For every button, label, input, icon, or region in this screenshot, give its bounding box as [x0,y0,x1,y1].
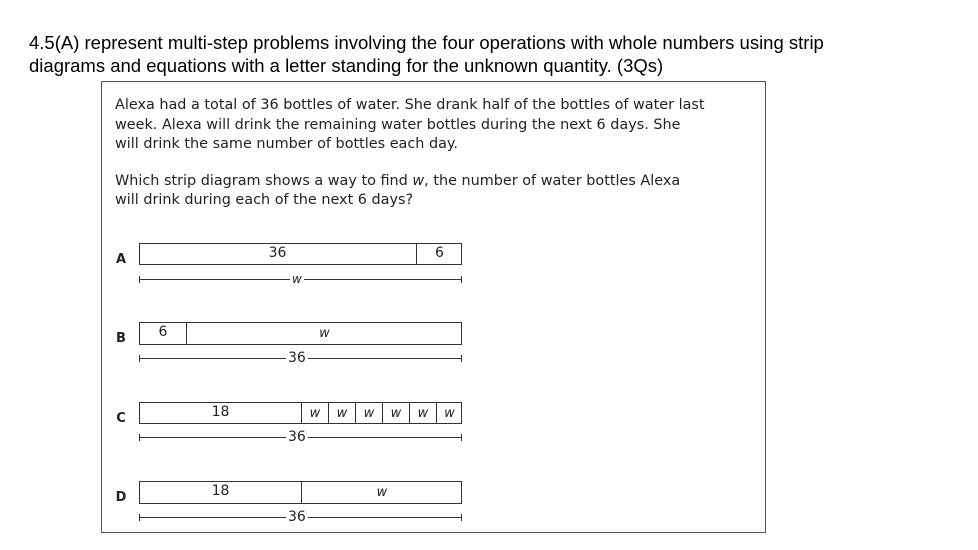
option-d-right-cell: w [301,482,462,503]
option-a-tick-left [139,276,140,283]
prompt-line-1: Alexa had a total of 36 bottles of water. She drank half of the bottles of water last [115,97,705,113]
option-c-w-cell: w [382,403,409,423]
option-c-w-cell: w [301,403,328,423]
option-c-tick-right [461,434,462,441]
option-a-letter[interactable]: A [115,252,127,267]
option-b-big-cell: w [186,323,462,344]
option-c-w-cell: w [409,403,436,423]
option-d-left-cell: 18 [211,483,230,499]
option-b-bracket-label: 36 [288,350,306,366]
option-b-strip[interactable] [139,322,462,345]
option-d-tick-left [139,514,140,521]
prompt-q-post: , the number of water bottles Alexa [424,172,681,189]
option-b-small-cell: 6 [158,324,168,340]
prompt-q-variable: w [412,172,425,189]
option-c-w-cell: w [328,403,355,423]
option-d-strip[interactable] [139,481,462,504]
option-c-w-cell: w [436,403,462,423]
option-a-strip[interactable] [139,243,462,265]
question-prompt [115,96,765,211]
option-c-strip[interactable] [139,402,462,424]
prompt-line-3: will drink the same number of bottles each day. [115,136,458,152]
standard-line-1: 4.5(A) represent multi-step problems involving the four operations with whole numbers using strip [29,32,824,53]
option-b-tick-left [139,355,140,362]
standard-text [29,31,949,77]
option-a-small-cell: 6 [416,244,462,264]
option-c-bracket-label: 36 [288,429,306,445]
prompt-q-pre: Which strip diagram shows a way to find [115,172,413,189]
option-c-left-cell: 18 [211,404,230,420]
prompt-question-line-2: will drink during each of the next 6 days? [115,192,414,208]
option-c-tick-left [139,434,140,441]
option-c-w-cell: w [355,403,382,423]
option-a-big-cell: 36 [268,245,287,261]
option-c-letter[interactable]: C [116,411,126,426]
option-a-tick-right [461,276,462,283]
option-d-letter[interactable]: D [115,490,127,505]
option-d-tick-right [461,514,462,521]
option-a-bracket-label: w [292,272,302,286]
standard-line-2: diagrams and equations with a letter standing for the unknown quantity. (3Qs) [29,55,664,76]
option-b-letter[interactable]: B [116,331,126,346]
prompt-line-2: week. Alexa will drink the remaining water bottles during the next 6 days. She [115,116,681,133]
prompt-question-line-1 [115,172,765,192]
option-b-tick-right [461,355,462,362]
option-d-bracket-label: 36 [288,509,306,525]
